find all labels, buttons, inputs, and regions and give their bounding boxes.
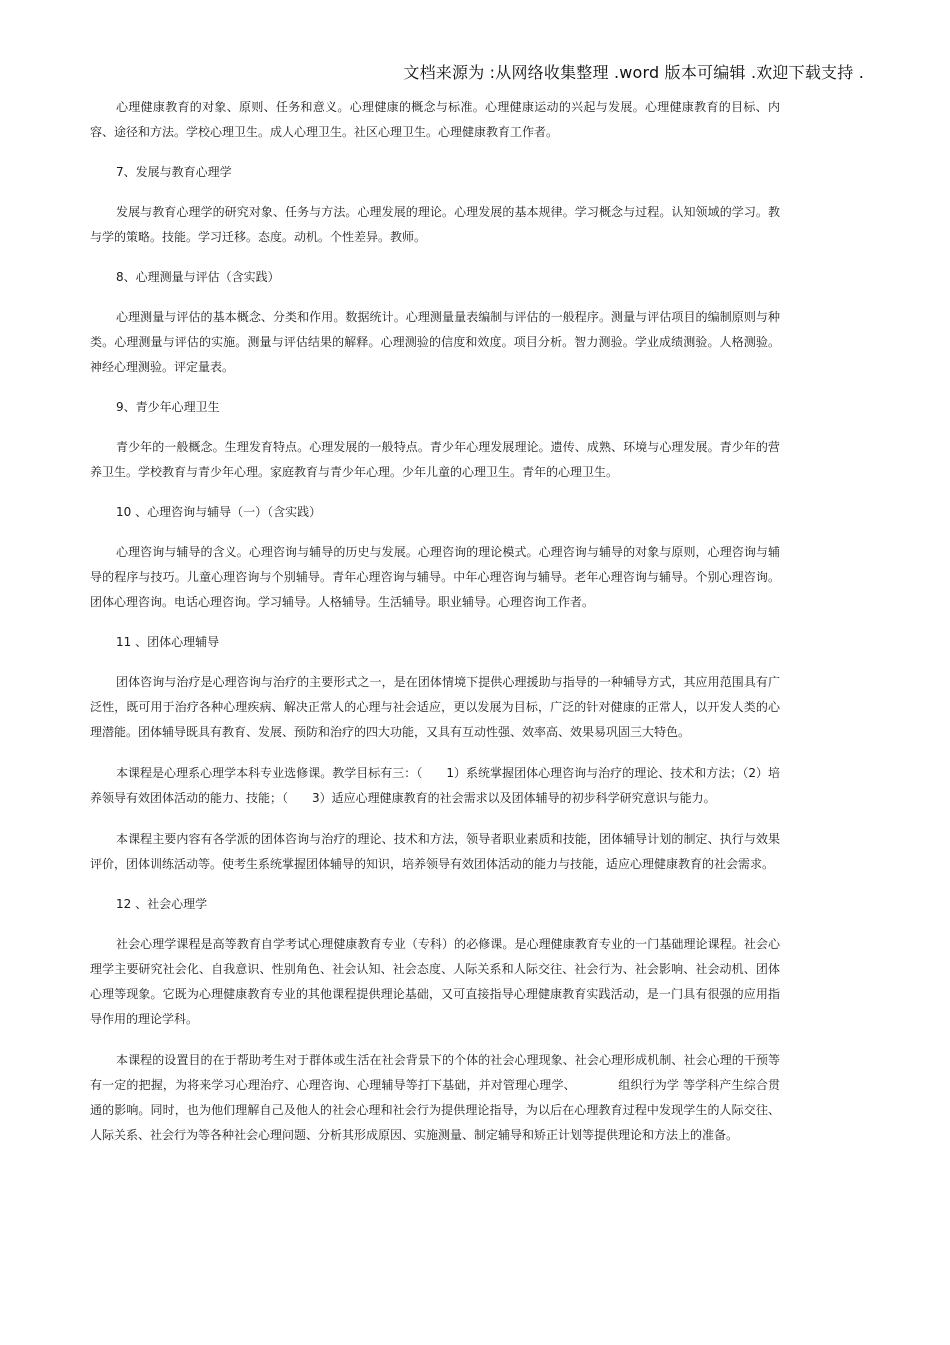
section-heading-12: 12 、社会心理学 [116,897,208,911]
section-heading-8: 8、心理测量与评估（含实践） [116,270,280,284]
section-heading-7: 7、发展与教育心理学 [116,165,232,179]
page-header-source-note: 文档来源为 :从网络收集整理 .word 版本可编辑 .欢迎下载支持 . [403,63,864,82]
paragraph-counseling: 心理咨询与辅导的含义。心理咨询与辅导的历史与发展。心理咨询的理论模式。心理咨询与辅导的对象与原则，心理咨询与辅导的程序与技巧。儿童心理咨询与个别辅导。青年心理咨询与辅导。中年心理咨询与辅导。老年心理咨询与辅导。个别心理咨询。团体心理咨询。电话心理咨询。学习辅导。人格辅导。生活辅导。职业辅导。心理咨询工作者。 [90,545,780,609]
paragraph-course-goals: 本课程是心理系心理学本科专业选修课。教学目标有三：（ 1）系统掌握团体心理咨询与治疗的理论、技术和方法；（2）培养领导有效团体活动的能力、技能；（ 3）适应心理健康教育的社会需求以及团体辅导的初步科学研究意识与能力。 [90,766,780,805]
section-heading-11: 11 、团体心理辅导 [116,635,220,649]
paragraph-adolescent-hygiene: 青少年的一般概念。生理发育特点。心理发展的一般特点。青少年心理发展理论。遗传、成熟、环境与心理发展。青少年的营养卫生。学校教育与青少年心理。家庭教育与青少年心理。少年儿童的心理卫生。青年的心理卫生。 [90,440,780,479]
document-body [90,95,780,1164]
section-heading-10: 10 、心理咨询与辅导（一）（含实践） [116,505,322,519]
paragraph-mental-health-education: 心理健康教育的对象、原则、任务和意义。心理健康的概念与标准。心理健康运动的兴起与发展。心理健康教育的目标、内容、途径和方法。学校心理卫生。成人心理卫生。社区心理卫生。心理健康教育工作者。 [90,100,780,139]
paragraph-developmental-psychology: 发展与教育心理学的研究对象、任务与方法。心理发展的理论。心理发展的基本规律。学习概念与过程。认知领域的学习。教与学的策略。技能。学习迁移。态度。动机。个性差异。教师。 [90,205,780,244]
paragraph-social-psychology: 社会心理学课程是高等教育自学考试心理健康教育专业（专科）的必修课。是心理健康教育专业的一门基础理论课程。社会心理学主要研究社会化、自我意识、性别角色、社会认知、社会态度、人际关系和人际交往、社会行为、社会影响、社会动机、团体心理等现象。它既为心理健康教育专业的其他课程提供理论基础，又可直接指导心理健康教育实践活动，是一门具有很强的应用指导作用的理论学科。 [90,937,780,1026]
section-heading-9: 9、青少年心理卫生 [116,400,220,414]
paragraph-course-purpose: 本课程的设置目的在于帮助考生对于群体或生活在社会背景下的个体的社会心理现象、社会心理形成机制、社会心理的干预等有一定的把握，为将来学习心理治疗、心理咨询、心理辅导等打下基础，并对管理心理学、 组织行为学 等学科产生综合贯通的影响。同时，也为他们理解自己及他人的社会心理和社会行为提供理论指导，为以后在心理教育过程中发现学生的人际交往、人际关系、社会行为等各种社会心理问题、分析其形成原因、实施测量、制定辅导和矫正计划等提供理论和方法上的准备。 [90,1053,780,1142]
paragraph-course-content: 本课程主要内容有各学派的团体咨询与治疗的理论、技术和方法，领导者职业素质和技能，团体辅导计划的制定、执行与效果评价，团体训练活动等。使考生系统掌握团体辅导的知识，培养领导有效团体活动的能力与技能，适应心理健康教育的社会需求。 [90,832,780,871]
paragraph-psychological-measurement: 心理测量与评估的基本概念、分类和作用。数据统计。心理测量量表编制与评估的一般程序。测量与评估项目的编制原则与种类。心理测量与评估的实施。测量与评估结果的解释。心理测验的信度和效度。项目分析。智力测验。学业成绩测验。人格测验。神经心理测验。评定量表。 [90,310,780,374]
paragraph-group-counseling: 团体咨询与治疗是心理咨询与治疗的主要形式之一，是在团体情境下提供心理援助与指导的一种辅导方式，其应用范围具有广泛性，既可用于治疗各种心理疾病、解决正常人的心理与社会适应，更以发展为目标，广泛的针对健康的正常人，以开发人类的心理潜能。团体辅导既具有教育、发展、预防和治疗的四大功能，又具有互动性强、效率高、效果易巩固三大特色。 [90,675,780,739]
